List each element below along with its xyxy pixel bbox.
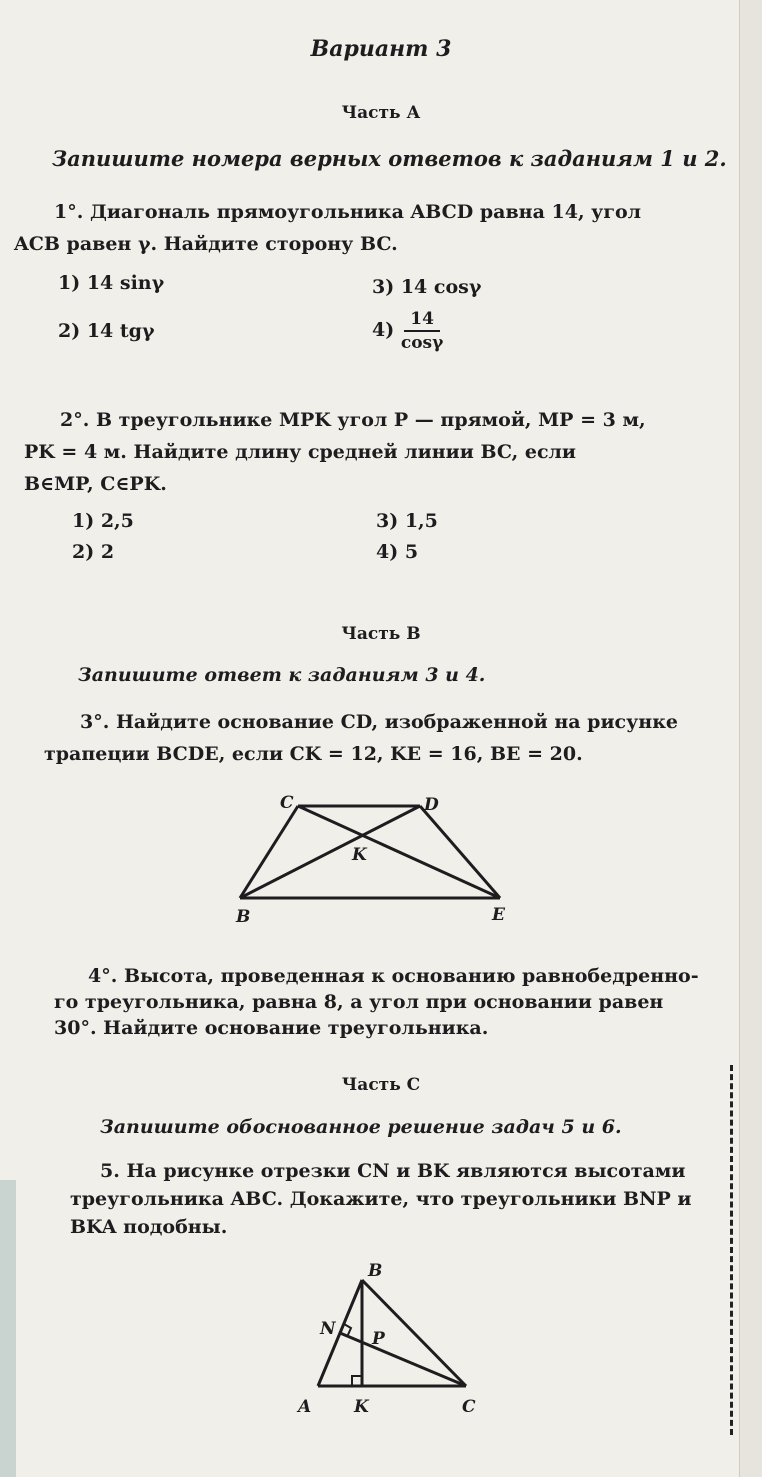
task4-line1: 4°. Высота, проведенная к основанию равнобедренно- xyxy=(88,965,699,987)
part-b-title: Часть В xyxy=(341,624,421,644)
fraction-numerator: 14 xyxy=(404,308,440,332)
part-a-instruction: Запишите номера верных ответов к заданиям 1 и 2. xyxy=(52,146,727,171)
label-k2: K xyxy=(354,1397,369,1417)
variant-title: Вариант 3 xyxy=(310,36,452,62)
fraction-denominator: cosγ xyxy=(400,333,444,353)
label-n: N xyxy=(320,1319,336,1339)
triangle-figure xyxy=(290,1260,500,1420)
task2-option-1: 1) 2,5 xyxy=(72,510,134,532)
part-b-instruction: Запишите ответ к заданиям 3 и 4. xyxy=(78,664,486,686)
task1-option-4 xyxy=(372,308,443,354)
trapezoid-side-de xyxy=(420,806,500,898)
label-b2: B xyxy=(368,1261,383,1281)
task2-line2: PK = 4 м. Найдите длину средней линии BC, если xyxy=(24,441,577,463)
part-a-title: Часть А xyxy=(341,103,421,123)
label-e: E xyxy=(492,905,505,925)
task2-option-2: 2) 2 xyxy=(72,541,115,563)
task5-line2: треугольника ABC. Докажите, что треугольники BNP и xyxy=(70,1188,692,1210)
label-b: B xyxy=(236,907,251,927)
part-c-instruction: Запишите обоснованное решение задач 5 и 6. xyxy=(100,1116,622,1138)
task1-line1: 1°. Диагональ прямоугольника ABCD равна 14, угол xyxy=(54,201,642,223)
task5-line1: 5. На рисунке отрезки CN и BK являются высотами xyxy=(100,1160,686,1182)
task4-line3: 30°. Найдите основание треугольника. xyxy=(54,1017,489,1039)
label-k: K xyxy=(352,845,367,865)
task4-line2: го треугольника, равна 8, а угол при основании равен xyxy=(54,991,664,1013)
task2-option-4: 4) 5 xyxy=(376,541,419,563)
page-edge-right xyxy=(739,0,762,1477)
task1-option-1: 1) 14 sinγ xyxy=(58,272,165,294)
task1-option-4-fraction xyxy=(401,308,443,354)
altitude-cn xyxy=(340,1333,466,1386)
label-a: A xyxy=(298,1397,312,1417)
label-c2: C xyxy=(462,1397,476,1417)
task1-option-2: 2) 14 tgγ xyxy=(58,320,155,342)
task1-line2: ACB равен γ. Найдите сторону BC. xyxy=(14,233,398,255)
cut-line xyxy=(730,1065,733,1435)
task3-line2: трапеции BCDE, если CK = 12, KE = 16, BE = 20. xyxy=(44,743,583,765)
task2-line3: B∈MP, C∈PK. xyxy=(24,473,167,495)
label-d: D xyxy=(424,795,439,815)
label-p: P xyxy=(372,1329,385,1349)
label-c: C xyxy=(280,793,294,813)
task3-line1: 3°. Найдите основание CD, изображенной на рисунке xyxy=(80,711,679,733)
task2-line1: 2°. В треугольнике MPK угол P — прямой, MP = 3 м, xyxy=(60,409,646,431)
task1-option-4-prefix: 4) xyxy=(372,319,395,341)
part-c-title: Часть С xyxy=(341,1075,421,1095)
page-edge-left xyxy=(0,1180,16,1477)
task5-line3: BKA подобны. xyxy=(70,1216,228,1238)
task1-option-3: 3) 14 cosγ xyxy=(372,276,482,298)
trapezoid-figure xyxy=(228,788,528,938)
task2-option-3: 3) 1,5 xyxy=(376,510,438,532)
